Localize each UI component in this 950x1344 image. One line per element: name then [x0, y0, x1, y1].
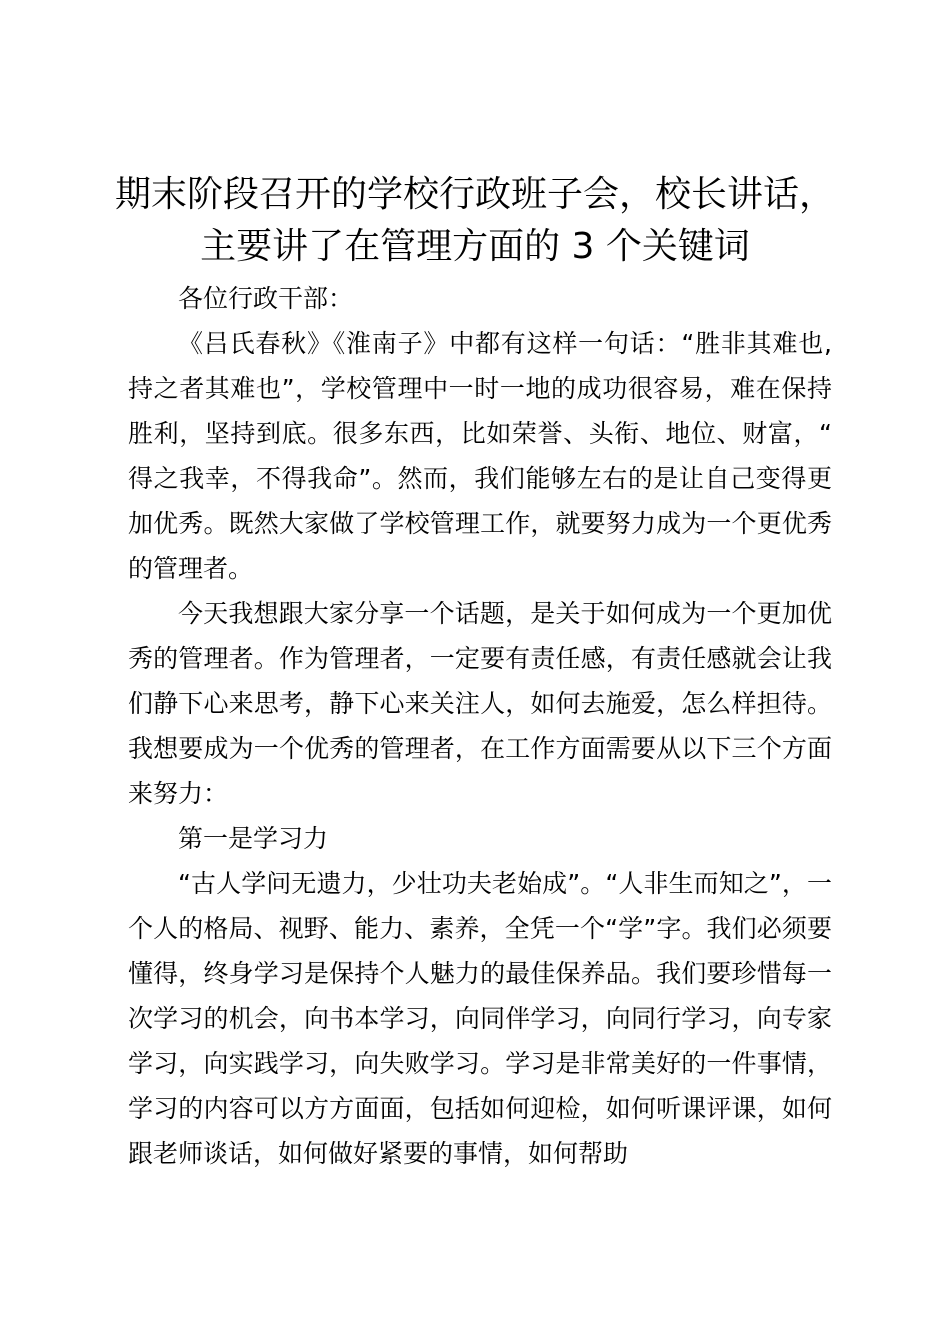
section-heading: 第一是学习力 [178, 824, 329, 853]
document-title-line-1: 期末阶段召开的学校行政班子会，校长讲话， [114, 174, 835, 215]
body-paragraph: 《吕氏春秋》《淮南子》中都有这样一句话：“胜非其难也,持之者其难也”，学校管理中一时一地的成功很容易，难在保持胜利，坚持到底。很多东西，比如荣誉、头衔、地位、财富，“得之我幸，不得我命”。然而，我们能够左右的是让自己变得更加优秀。既然大家做了学校管理工作，就要努力成为一个更优秀的管理者。 [128, 329, 832, 583]
document-title-line-2: 主要讲了在管理方面的 3 个关键词 [200, 226, 750, 267]
body-paragraph: 今天我想跟大家分享一个话题，是关于如何成为一个更加优秀的管理者。作为管理者，一定要有责任感，有责任感就会让我们静下心来思考，静下心来关注人，如何去施爱，怎么样担待。我想要成为一个优秀的管理者，在工作方面需要从以下三个方面来努力： [128, 599, 832, 808]
document-body [128, 276, 832, 1176]
salutation-paragraph: 各位行政干部： [178, 284, 354, 313]
body-paragraph: “古人学问无遗力，少壮功夫老始成”。“人非生而知之”，一个人的格局、视野、能力、素养，全凭一个“学”字。我们必须要懂得，终身学习是保持个人魅力的最佳保养品。我们要珍惜每一次学习的机会，向书本学习，向同伴学习，向同行学习，向专家学习，向实践学习，向失败学习。学习是非常美好的一件事情，学习的内容可以方方面面，包括如何迎检，如何听课评课，如何跟老师谈话，如何做好紧要的事情，如何帮助 [128, 869, 832, 1168]
